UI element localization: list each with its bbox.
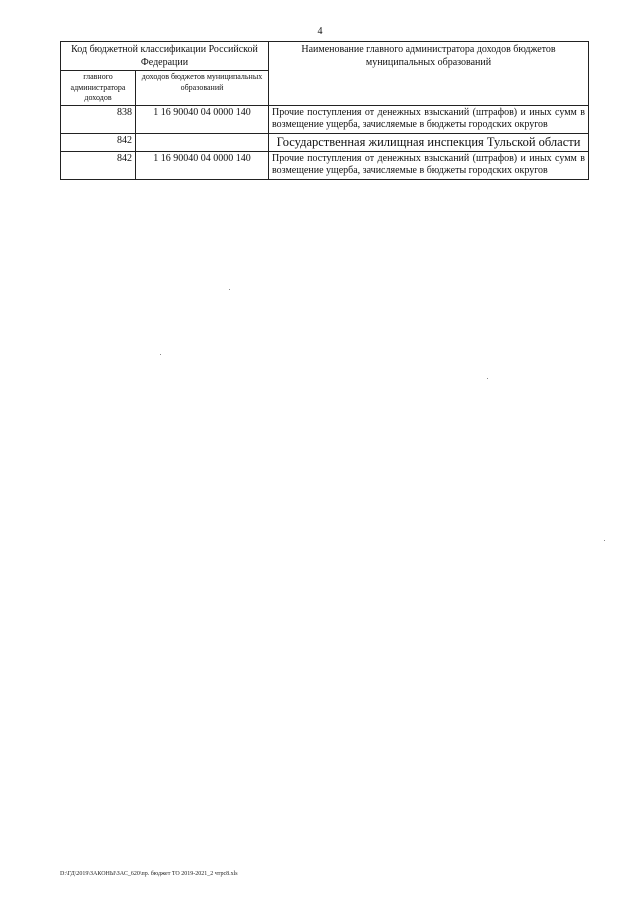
table-header-row [61,42,589,71]
file-path-footer: D:\ГД\2019\ЗАКОНЫ\ЗАС_620\пр. бюджет ТО 2019-2021_2 чтрс8.xls [60,871,238,877]
scan-speck [487,378,488,379]
name-column-header: Наименование главного администратора доходов бюджетов муниципальных образований [269,42,589,106]
admin-code-cell: 838 [61,105,136,133]
code-group-header: Код бюджетной классификации Российской Федерации [61,42,269,71]
table-row [61,151,589,179]
budget-classification-table [60,41,589,180]
table-row [61,133,589,151]
table-row [61,105,589,133]
description-cell: Прочие поступления от денежных взысканий (штрафов) и иных сумм в возмещение ущерба, зачисляемые в бюджеты городских округов [269,151,589,179]
scan-speck [604,540,605,541]
admin-code-cell: 842 [61,151,136,179]
admin-code-cell: 842 [61,133,136,151]
income-code-cell: 1 16 90040 04 0000 140 [136,105,269,133]
scan-speck [160,354,161,355]
income-code-cell [136,133,269,151]
income-code-subheader: доходов бюджетов муниципальных образований [136,71,269,106]
income-code-cell: 1 16 90040 04 0000 140 [136,151,269,179]
scan-speck [229,289,230,290]
description-cell: Прочие поступления от денежных взысканий (штрафов) и иных сумм в возмещение ущерба, зачисляемые в бюджеты городских округов [269,105,589,133]
agency-name-cell: Государственная жилищная инспекция Тульской области [269,133,589,151]
page-number: 4 [317,26,323,37]
admin-code-subheader: главного администратора доходов [61,71,136,106]
